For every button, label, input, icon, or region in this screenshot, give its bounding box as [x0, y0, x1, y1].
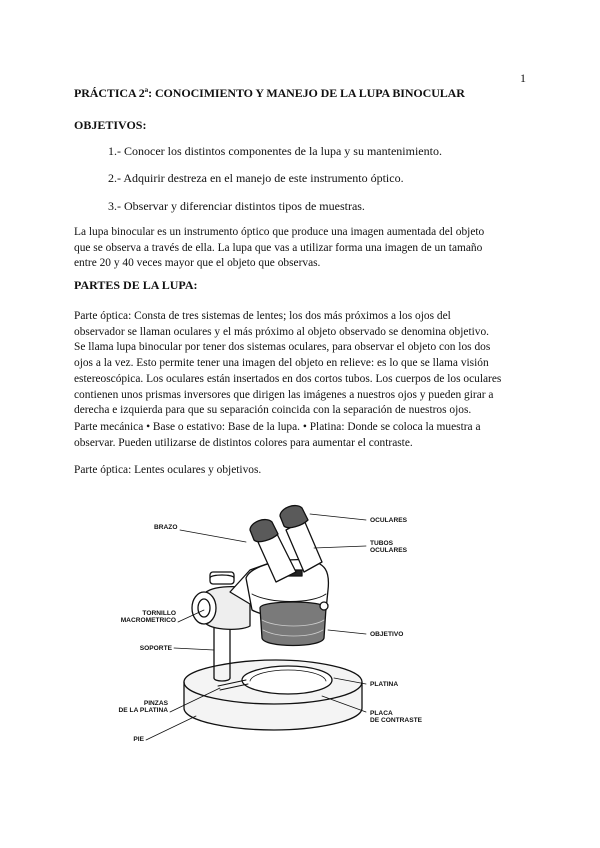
label-pinzas-platina — [86, 700, 168, 715]
page-title: PRÁCTICA 2ª: CONOCIMIENTO Y MANEJO DE LA LUPA BINOCULAR — [74, 86, 465, 100]
mechanical-line: Parte mecánica • Base o estativo: Base de la lupa. • Platina: Donde se coloca la muestra a — [74, 421, 481, 433]
label-platina: PLATINA — [370, 681, 399, 688]
optical-line: derecha e izquierda para que su separación coincida con la separación de nuestros ojos. — [74, 404, 472, 417]
page-number: 1 — [520, 71, 526, 85]
label-line: TUBOS — [370, 540, 394, 547]
optical-line: observador se llaman oculares y el más próximo al objeto observado se denomina objetivo. — [74, 325, 490, 338]
optical-short-line: Parte óptica: Lentes oculares y objetivos. — [74, 464, 262, 476]
label-placa-contraste — [370, 710, 422, 725]
label-line: OCULARES — [370, 547, 407, 555]
intro-line: que se observa a través de ella. La lupa que vas a utilizar forma una imagen de un tamaño — [74, 241, 483, 254]
microscope-figure — [100, 500, 520, 745]
optical-short-paragraph — [74, 463, 514, 479]
intro-line: entre 20 y 40 veces mayor que el objeto que observas. — [74, 257, 321, 270]
mechanical-line: observar. Pueden utilizarse de distintos colores para aumentar el contraste. — [74, 436, 413, 449]
label-objetivo: OBJETIVO — [370, 631, 404, 638]
objective-item: 1.- Conocer los distintos componentes de la lupa y su mantenimiento. — [108, 144, 442, 158]
label-line: TORNILLO — [142, 610, 176, 617]
label-oculares: OCULARES — [370, 517, 407, 524]
optical-line: Se llama lupa binocular por tener dos sistemas oculares, para observar el objeto con los dos — [74, 341, 491, 354]
parts-heading: PARTES DE LA LUPA: — [74, 278, 198, 292]
label-soporte: SOPORTE — [139, 645, 172, 652]
label-line: MACROMETRICO — [120, 617, 176, 625]
objectives-heading: OBJETIVOS: — [74, 118, 147, 132]
optical-line: contienen unos prismas inversores que dirigen las imágenes a nuestros ojos y pueden girar a — [74, 388, 494, 401]
label-tornillo-macrometrico — [100, 610, 176, 625]
mechanical-paragraph — [74, 420, 514, 451]
optical-line: ojos a la vez. Esto permite tener una imagen del objeto en relieve: es lo que se llama visión — [74, 357, 489, 370]
label-line: DE LA PLATINA — [118, 707, 168, 715]
objective-item: 3.- Observar y diferenciar distintos tipos de muestras. — [108, 199, 365, 213]
label-brazo: BRAZO — [154, 524, 178, 531]
optical-paragraph — [74, 309, 514, 419]
label-pie: PIE — [133, 736, 144, 743]
intro-line: La lupa binocular es un instrumento óptico que produce una imagen aumentada del objeto — [74, 226, 485, 238]
label-line: PINZAS — [143, 700, 168, 707]
label-line: PLACA — [370, 710, 393, 717]
objective-item: 2.- Adquirir destreza en el manejo de este instrumento óptico. — [108, 171, 404, 185]
optical-line: estereoscópica. Los oculares están insertados en dos cortos tubos. Los cuerpos de los oculares — [74, 372, 502, 385]
label-tubos-oculares — [370, 540, 407, 555]
optical-line: Parte óptica: Consta de tres sistemas de lentes; los dos más próximos a los ojos del — [74, 310, 451, 322]
label-line: DE CONTRASTE — [370, 717, 423, 725]
intro-paragraph — [74, 225, 514, 272]
